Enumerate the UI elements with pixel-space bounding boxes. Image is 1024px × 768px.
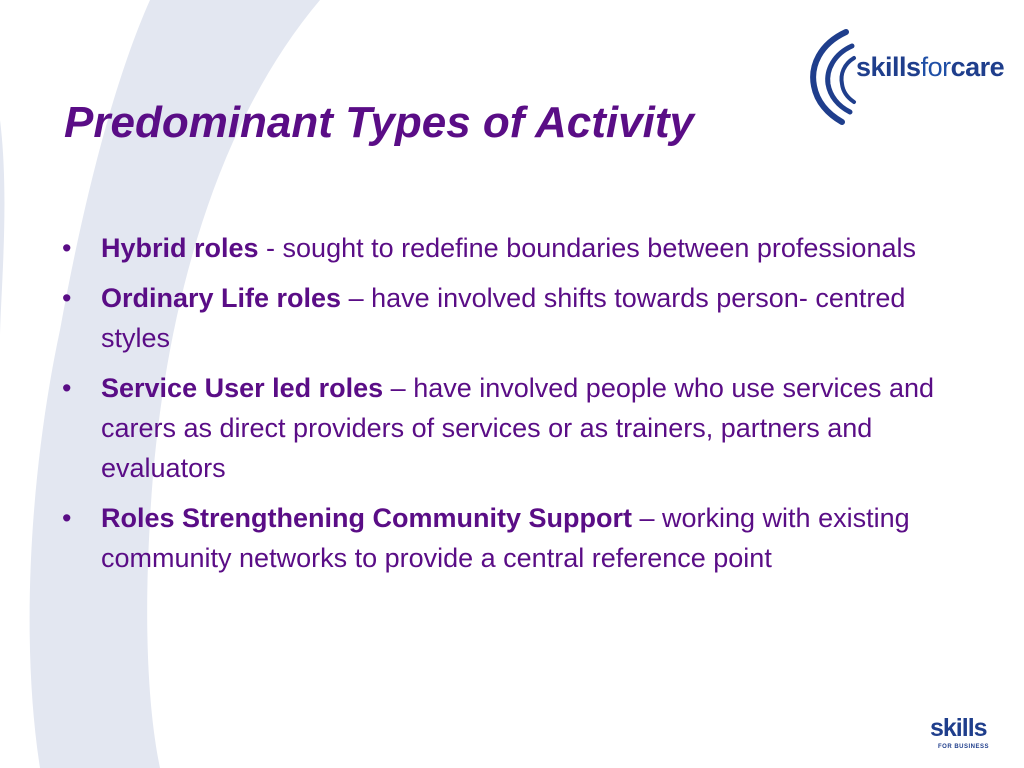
bullet-item — [58, 278, 958, 358]
bullet-text: – have involved people who use services and carers as direct providers of services or as trainers, partners and evaluators — [101, 373, 935, 483]
footer-logo-word: skills — [930, 714, 987, 742]
logo-arc-icon — [806, 26, 862, 126]
bullet-item — [58, 498, 958, 578]
logo-part-care: care — [950, 52, 1005, 82]
bullet-item — [58, 228, 958, 268]
bullet-term: Service User led roles — [101, 373, 384, 403]
logo-part-skills: skills — [856, 52, 921, 82]
bullet-text: – have involved shifts towards person- centred styles — [101, 283, 906, 353]
slide-title: Predominant Types of Activity — [64, 98, 694, 147]
bullet-text: – working with existing community networks to provide a central reference point — [101, 503, 910, 573]
bullet-dot: • — [62, 373, 72, 403]
bullet-list — [58, 228, 958, 588]
bullet-dot: • — [62, 283, 72, 313]
logo-wordmark — [856, 52, 1004, 83]
skills-for-business-logo — [930, 710, 994, 758]
logo-part-for: for — [920, 52, 951, 82]
bullet-item — [58, 368, 958, 488]
footer-logo-tagline: FOR BUSINESS — [938, 744, 990, 750]
bullet-dot: • — [62, 503, 72, 533]
bullet-term: Ordinary Life roles — [101, 283, 342, 313]
bullet-dot: • — [62, 233, 72, 263]
bullet-text: - sought to redefine boundaries between professionals — [258, 233, 916, 263]
bullet-term: Roles Strengthening Community Support — [101, 503, 632, 533]
bullet-term: Hybrid roles — [101, 233, 259, 263]
